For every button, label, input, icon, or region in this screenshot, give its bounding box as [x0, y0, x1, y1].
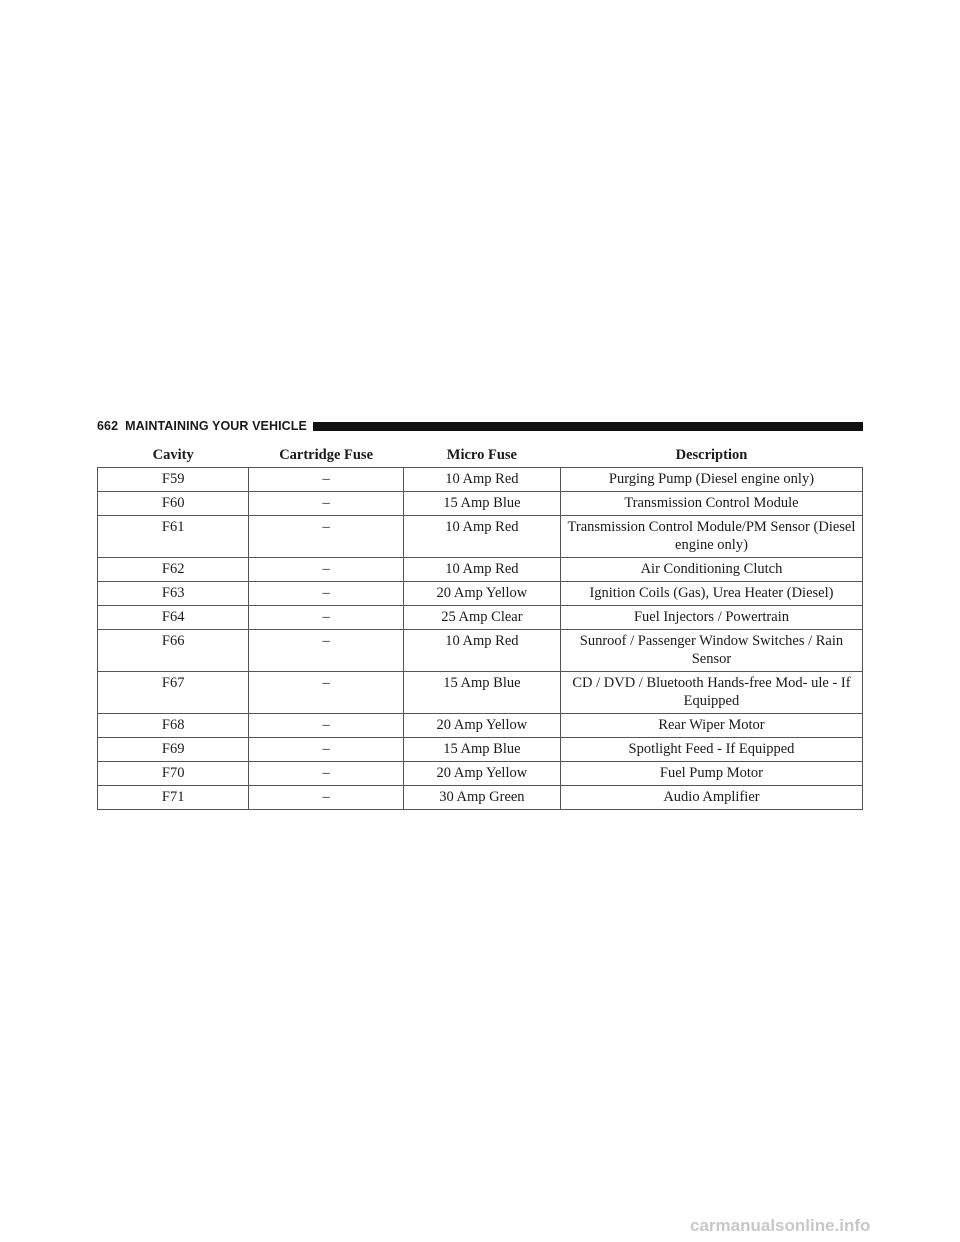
cell-micro: 10 Amp Red: [403, 630, 560, 672]
cell-description: Audio Amplifier: [560, 786, 862, 810]
table-row: [98, 630, 863, 672]
table-row: [98, 738, 863, 762]
fuse-table: [97, 444, 863, 810]
cell-micro: 20 Amp Yellow: [403, 714, 560, 738]
cell-micro: 25 Amp Clear: [403, 606, 560, 630]
cell-micro: 15 Amp Blue: [403, 672, 560, 714]
table-row: [98, 714, 863, 738]
cell-description: Air Conditioning Clutch: [560, 558, 862, 582]
column-header-description: Description: [560, 444, 862, 468]
cell-cavity: F60: [98, 492, 249, 516]
section-bar: [313, 422, 863, 431]
cell-cavity: F71: [98, 786, 249, 810]
cell-description: Fuel Pump Motor: [560, 762, 862, 786]
cell-description: Spotlight Feed - If Equipped: [560, 738, 862, 762]
cell-cartridge: –: [249, 582, 403, 606]
cell-micro: 20 Amp Yellow: [403, 762, 560, 786]
page-header: [97, 417, 863, 435]
cell-description: Sunroof / Passenger Window Switches / Rain Sensor: [560, 630, 862, 672]
cell-micro: 10 Amp Red: [403, 558, 560, 582]
cell-cavity: F66: [98, 630, 249, 672]
cell-description: Ignition Coils (Gas), Urea Heater (Diesel): [560, 582, 862, 606]
column-header-cartridge-fuse: Cartridge Fuse: [249, 444, 403, 468]
cell-cartridge: –: [249, 516, 403, 558]
cell-micro: 10 Amp Red: [403, 468, 560, 492]
cell-cavity: F67: [98, 672, 249, 714]
section-title: MAINTAINING YOUR VEHICLE: [125, 419, 307, 433]
cell-cartridge: –: [249, 492, 403, 516]
cell-micro: 30 Amp Green: [403, 786, 560, 810]
cell-micro: 15 Amp Blue: [403, 492, 560, 516]
cell-micro: 15 Amp Blue: [403, 738, 560, 762]
cell-cartridge: –: [249, 606, 403, 630]
table-row: [98, 606, 863, 630]
column-header-micro-fuse: Micro Fuse: [403, 444, 560, 468]
cell-cavity: F68: [98, 714, 249, 738]
cell-cartridge: –: [249, 762, 403, 786]
cell-micro: 10 Amp Red: [403, 516, 560, 558]
table-row: [98, 492, 863, 516]
cell-cavity: F59: [98, 468, 249, 492]
table-row: [98, 582, 863, 606]
cell-description: Transmission Control Module/PM Sensor (Diesel engine only): [560, 516, 862, 558]
cell-cartridge: –: [249, 468, 403, 492]
cell-cartridge: –: [249, 558, 403, 582]
table-row: [98, 672, 863, 714]
cell-cavity: F62: [98, 558, 249, 582]
table-row: [98, 468, 863, 492]
cell-cartridge: –: [249, 630, 403, 672]
column-header-cavity: Cavity: [98, 444, 249, 468]
table-header-row: [98, 444, 863, 468]
cell-cavity: F64: [98, 606, 249, 630]
table-row: [98, 786, 863, 810]
cell-cavity: F63: [98, 582, 249, 606]
cell-description: Fuel Injectors / Powertrain: [560, 606, 862, 630]
cell-description: Transmission Control Module: [560, 492, 862, 516]
watermark: carmanualsonline.info: [690, 1216, 871, 1235]
cell-description: CD / DVD / Bluetooth Hands-free Mod- ule - If Equipped: [560, 672, 862, 714]
cell-cartridge: –: [249, 738, 403, 762]
cell-cartridge: –: [249, 672, 403, 714]
cell-cavity: F69: [98, 738, 249, 762]
cell-cartridge: –: [249, 714, 403, 738]
cell-description: Rear Wiper Motor: [560, 714, 862, 738]
cell-cavity: F70: [98, 762, 249, 786]
cell-micro: 20 Amp Yellow: [403, 582, 560, 606]
table-row: [98, 558, 863, 582]
page-number: 662: [97, 419, 119, 433]
cell-cartridge: –: [249, 786, 403, 810]
cell-description: Purging Pump (Diesel engine only): [560, 468, 862, 492]
cell-cavity: F61: [98, 516, 249, 558]
table-row: [98, 762, 863, 786]
table-row: [98, 516, 863, 558]
